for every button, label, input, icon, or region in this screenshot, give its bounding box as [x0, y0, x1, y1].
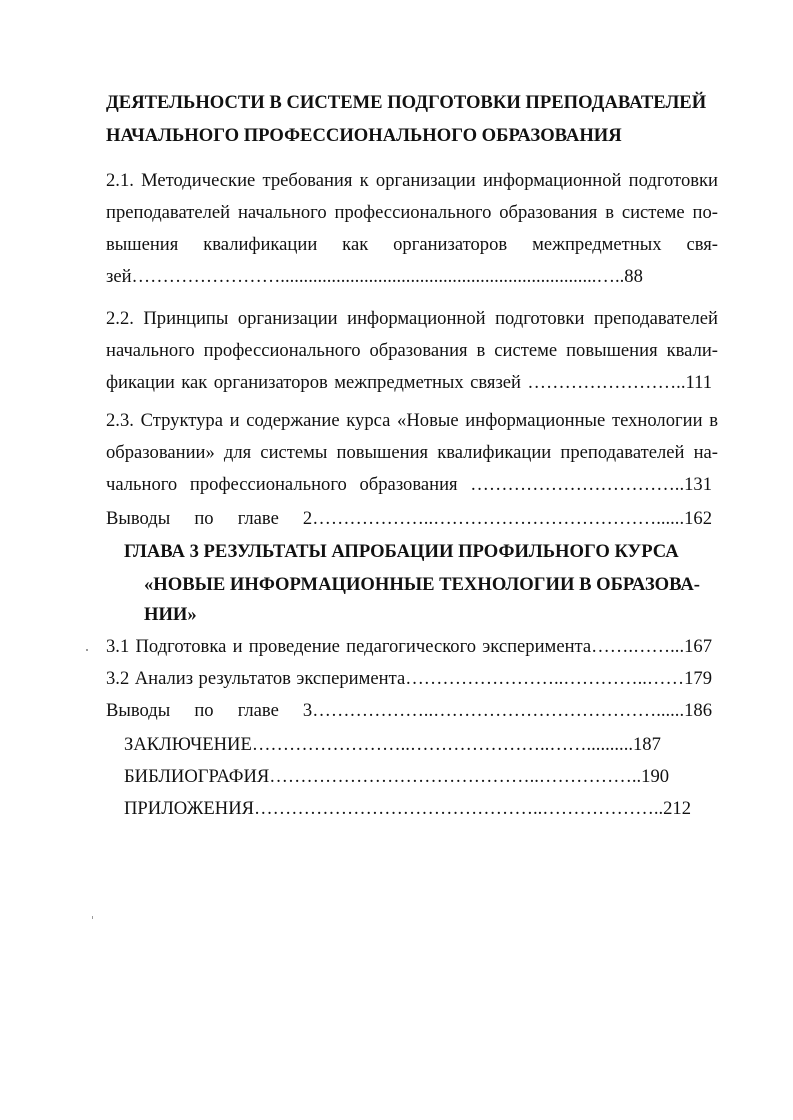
toc-item-3-1[interactable]: 3.1 Подготовка и проведение педагогического эксперимента…….……...167 [106, 636, 712, 657]
toc-item-2-3-line1[interactable]: 2.3. Структура и содержание курса «Новые информационные технологии в [106, 410, 718, 431]
toc-conclusions-chapter3[interactable]: Выводы по главе 3………………..………………………………......186 [106, 700, 712, 721]
toc-item-2-1-line4[interactable]: зей……………………....................................................................…..88 [106, 266, 643, 287]
toc-item-2-1-line2[interactable]: преподавателей начального профессионального образования в системе по- [106, 202, 718, 223]
chapter3-heading-line3: НИИ» [144, 604, 197, 625]
toc-appendices[interactable]: ПРИЛОЖЕНИЯ………………………………………..………………..212 [124, 798, 692, 819]
chapter2-heading-line1: ДЕЯТЕЛЬНОСТИ В СИСТЕМЕ ПОДГОТОВКИ ПРЕПОДАВАТЕЛЕЙ [106, 92, 707, 113]
toc-conclusions-chapter2[interactable]: Выводы по главе 2………………..………………………………......162 [106, 508, 712, 529]
toc-item-2-2-line2[interactable]: начального профессионального образования в системе повышения квали- [106, 340, 718, 361]
toc-bibliography[interactable]: БИБЛИОГРАФИЯ……………………………………..……………..190 [124, 766, 670, 787]
scan-speck [86, 649, 88, 651]
chapter3-heading-line2: «НОВЫЕ ИНФОРМАЦИОННЫЕ ТЕХНОЛОГИИ В ОБРАЗОВА- [144, 574, 700, 595]
toc-item-3-2[interactable]: 3.2 Анализ результатов эксперимента……………………..…………..……179 [106, 668, 712, 689]
chapter2-heading-line2: НАЧАЛЬНОГО ПРОФЕССИОНАЛЬНОГО ОБРАЗОВАНИЯ [106, 125, 622, 146]
chapter3-heading-line1: ГЛАВА 3 РЕЗУЛЬТАТЫ АПРОБАЦИИ ПРОФИЛЬНОГО КУРСА [124, 541, 679, 562]
toc-item-2-2-line1[interactable]: 2.2. Принципы организации информационной подготовки преподавателей [106, 308, 718, 329]
toc-item-2-1-line1[interactable]: 2.1. Методические требования к организации информационной подготовки [106, 170, 718, 191]
toc-item-2-2-line3[interactable]: фикации как организаторов межпредметных связей ……………………..111 [106, 372, 712, 393]
toc-item-2-3-line2[interactable]: образовании» для системы повышения квалификации преподавателей на- [106, 442, 718, 463]
toc-item-2-3-line3[interactable]: чального профессионального образования ……………………………..131 [106, 474, 712, 495]
toc-item-2-1-line3[interactable]: вышения квалификации как организаторов межпредметных свя- [106, 234, 718, 255]
scan-speck [92, 916, 93, 919]
toc-conclusion[interactable]: ЗАКЛЮЧЕНИЕ……………………..…………………..……..........187 [124, 734, 661, 755]
